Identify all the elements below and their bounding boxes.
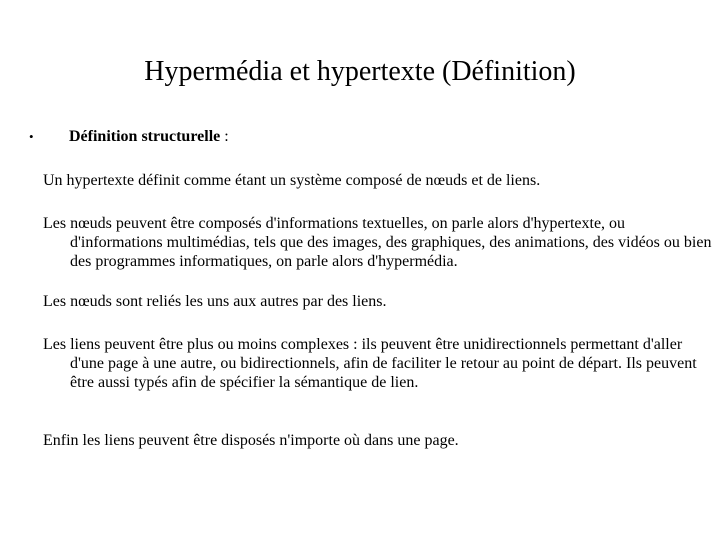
paragraph-nodes-links: Les nœuds sont reliés les uns aux autres par des liens. (43, 293, 387, 310)
bullet-item (29, 127, 229, 147)
paragraph-hypertext-definition: Un hypertexte définit comme étant un système composé de nœuds et de liens. (43, 172, 541, 189)
bullet-suffix: : (220, 128, 229, 145)
paragraph-links-complexity: Les liens peuvent être plus ou moins complexes : ils peuvent être unidirectionnels permettant d'aller d'une page à une autre, ou bidirectionnels, afin de faciliter le retour au point de départ. Ils peuvent être aussi typés afin de spécifier la sémantique de lien. (43, 336, 697, 391)
bullet-label: Définition structurelle (69, 128, 221, 145)
paragraph-nodes: Les nœuds peuvent être composés d'informations textuelles, on parle alors d'hypertexte, ou d'informations multimédias, tels que des images, des graphiques, des animations, des vidéos ou bien des programmes informatiques, on parle alors d'hypermédia. (43, 215, 712, 270)
bullet-icon: • (29, 129, 34, 144)
slide-title: Hypermédia et hypertexte (Définition) (144, 56, 576, 87)
paragraph-links-placement: Enfin les liens peuvent être disposés n'importe où dans une page. (43, 432, 459, 449)
